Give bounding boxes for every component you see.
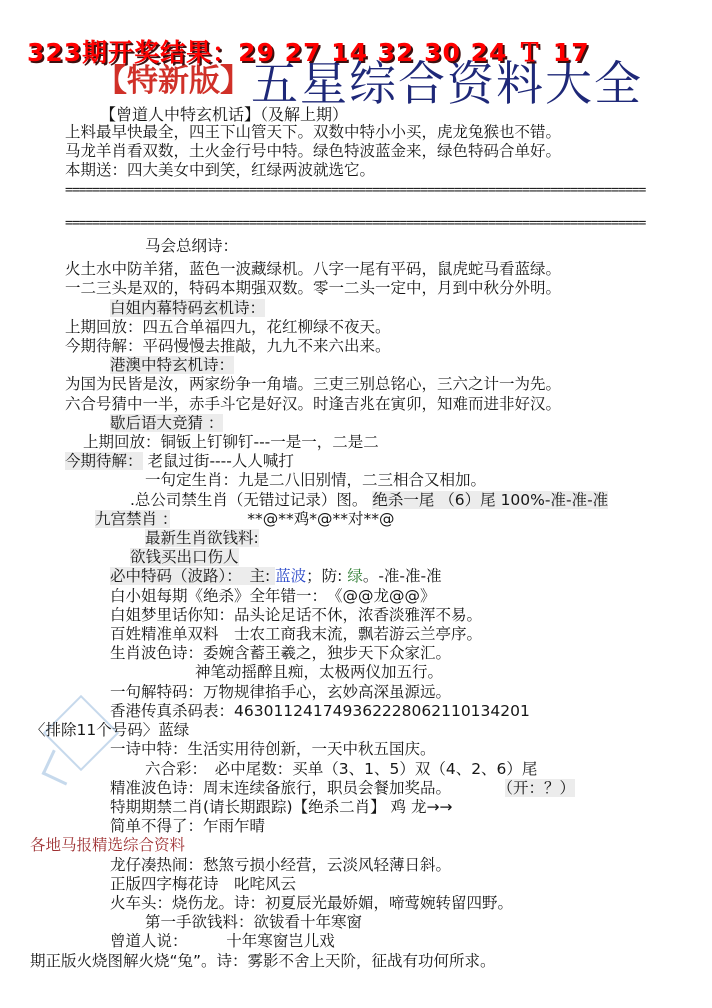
text-segment: .总公司禁生肖（无错过记录）图。 — [130, 490, 373, 509]
tip-line — [130, 491, 712, 510]
intro-line: 上料最早快最全，四王下山管天下。双数中特小小买，虎龙兔猴也不错。 — [65, 123, 562, 141]
tip-line: 龙仔凑热闹：愁煞亏损小经营，云淡风轻薄日斜。 — [110, 855, 452, 874]
tip-line — [110, 779, 712, 798]
text-segment: 。-准-准-准 — [362, 567, 442, 586]
text-segment: 蓝波 — [275, 567, 307, 586]
poem-line: 火土水中防羊猪，蓝色一波藏绿机。八字一尾有平码，鼠虎蛇马看蓝绿。 — [65, 260, 562, 279]
section-title-red: 各地马报精选综合资料 — [30, 836, 186, 855]
section-heading — [110, 414, 712, 433]
tip-line: 火车头：烧伤龙。诗：初夏辰光最娇媚，啼莺婉转留四野。 — [110, 893, 514, 912]
poem-line: 为国为民皆是汝，两家纷争一角墙。三吏三别总铭心，三六之计一为先。 — [65, 375, 562, 394]
text-segment — [443, 779, 505, 797]
tip-line: 正版四字梅花诗 叱咤风云 — [110, 874, 297, 893]
lottery-result-line: 323期开奖结果：29 27 14 32 30 24 Ｔ 17 — [27, 38, 590, 67]
tip-line: 百姓精准单双料 士农工商我末流，飘若游云兰亭序。 — [110, 625, 483, 644]
section-heading — [110, 356, 712, 375]
text-segment: 欲钱买出口伤人 — [130, 548, 239, 567]
poem-line: 一二三头是双的，特码本期强双数。零一二头一定中，月到中秋分外明。 — [65, 279, 562, 298]
tip-line: 一句定生肖：九是二八旧别情，二三相合又相加。 — [145, 471, 487, 490]
tip-line: 期正版火烧图解火烧“兔”。诗：雾影不舍上天阶，征战有功何所求。 — [30, 951, 496, 970]
text-segment: 老鼠过街----人人喊打 — [142, 452, 294, 471]
separator-line: ===================================================================================== — [65, 215, 646, 231]
content — [0, 123, 712, 971]
tip-line: 白小姐每期《绝杀》全年错一： 《@@龙@@》 — [110, 586, 436, 605]
tip-line: 白姐梦里话你知：品头论足话不休，浓香淡雅浑不易。 — [110, 605, 483, 624]
edition-tag: 【特新版】 — [96, 63, 251, 99]
poem-line: 神笔动摇醉且痴，太极两仪加五行。 — [195, 663, 444, 682]
tip-line: 第一手欲钱料：欲钹看十年寒窗 — [145, 913, 363, 932]
tip-line: 一句解特码：万物规律掐手心，玄妙高深虽源远。 — [110, 682, 452, 701]
text-segment: 绝杀一尾 （6）尾 100%-准-准-准 — [372, 490, 609, 509]
tip-line: 生肖波色诗：委婉含蓄王羲之，独步天下众家汇。 — [110, 644, 452, 663]
text-segment: **@**鸡*@**对**@ — [169, 509, 395, 528]
riddle-line: 上期回放：铜钣上钉铆钉---一是一，二是二 — [83, 433, 379, 452]
separator-line: ===================================================================================== — [65, 182, 646, 198]
tip-line: 六合彩： 必中尾数：买单（3、1、5）双（4、2、6）尾 — [145, 759, 538, 778]
text-segment: 必中特码（波路）： 主: — [110, 567, 276, 586]
text-segment: 港澳中特玄机诗： — [110, 356, 235, 375]
intro-line: 马龙羊肖看双数，土火金行号中特。绿色特波蓝金来，绿色特码合单好。 — [65, 142, 562, 161]
poem-line: 今期待解：平码慢慢去推敲，九九不来六出来。 — [65, 337, 391, 356]
text-segment: 歇后语大竞猜 ： — [110, 413, 224, 432]
tip-line: 简单不得了：乍雨乍晴 — [110, 817, 266, 836]
text-segment: （开：？） — [505, 778, 576, 797]
page-subtitle: 【曾道人中特玄机话】（及解上期） — [100, 105, 349, 124]
wave-tip-line — [110, 567, 712, 586]
tip-line: 特期期禁二肖(请长期跟踪)【绝杀二肖】 鸡 龙→→ — [110, 797, 453, 816]
poem-line: 上期回放：四五合单福四九，花红柳绿不夜天。 — [65, 317, 391, 336]
text-segment: 最新生肖欲钱料: — [145, 529, 259, 548]
tip-line — [95, 510, 712, 529]
text-segment: 精准波色诗：周末连续备旅行，职员会餐加奖品。 — [110, 778, 444, 797]
tip-line: 曾道人说： 十年寒窗岂儿戏 — [110, 932, 335, 951]
section-heading: 马会总纲诗： — [145, 237, 239, 256]
text-segment: 九宫禁肖 ： — [95, 509, 170, 528]
exclude-line: 〈排除11个号码〉蓝绿 — [30, 721, 190, 740]
text-segment: 绿 — [347, 567, 363, 586]
text-segment: 今期待解： — [65, 452, 143, 471]
section-heading — [110, 299, 712, 318]
text-segment: 白姐内幕特码玄机诗： — [110, 298, 266, 317]
kill-code-line: 香港传真杀码表：463011241749362228062110134201 — [110, 701, 530, 720]
poem-line: 六合号猜中一半，赤手斗它是好汉。时逢吉兆在寅卯，知难而进非好汉。 — [65, 394, 562, 413]
text-segment: ；防: — [306, 567, 348, 586]
tip-line: 一诗中特：生活实用待创新，一天中秋五国庆。 — [110, 740, 436, 759]
intro-line: 本期送：四大美女中到笑，红绿两波就选它。 — [65, 161, 376, 180]
page-title: 五星综合资料大全 — [251, 57, 643, 112]
section-heading — [145, 529, 712, 548]
riddle-line — [65, 452, 712, 471]
tip-line — [130, 548, 712, 567]
